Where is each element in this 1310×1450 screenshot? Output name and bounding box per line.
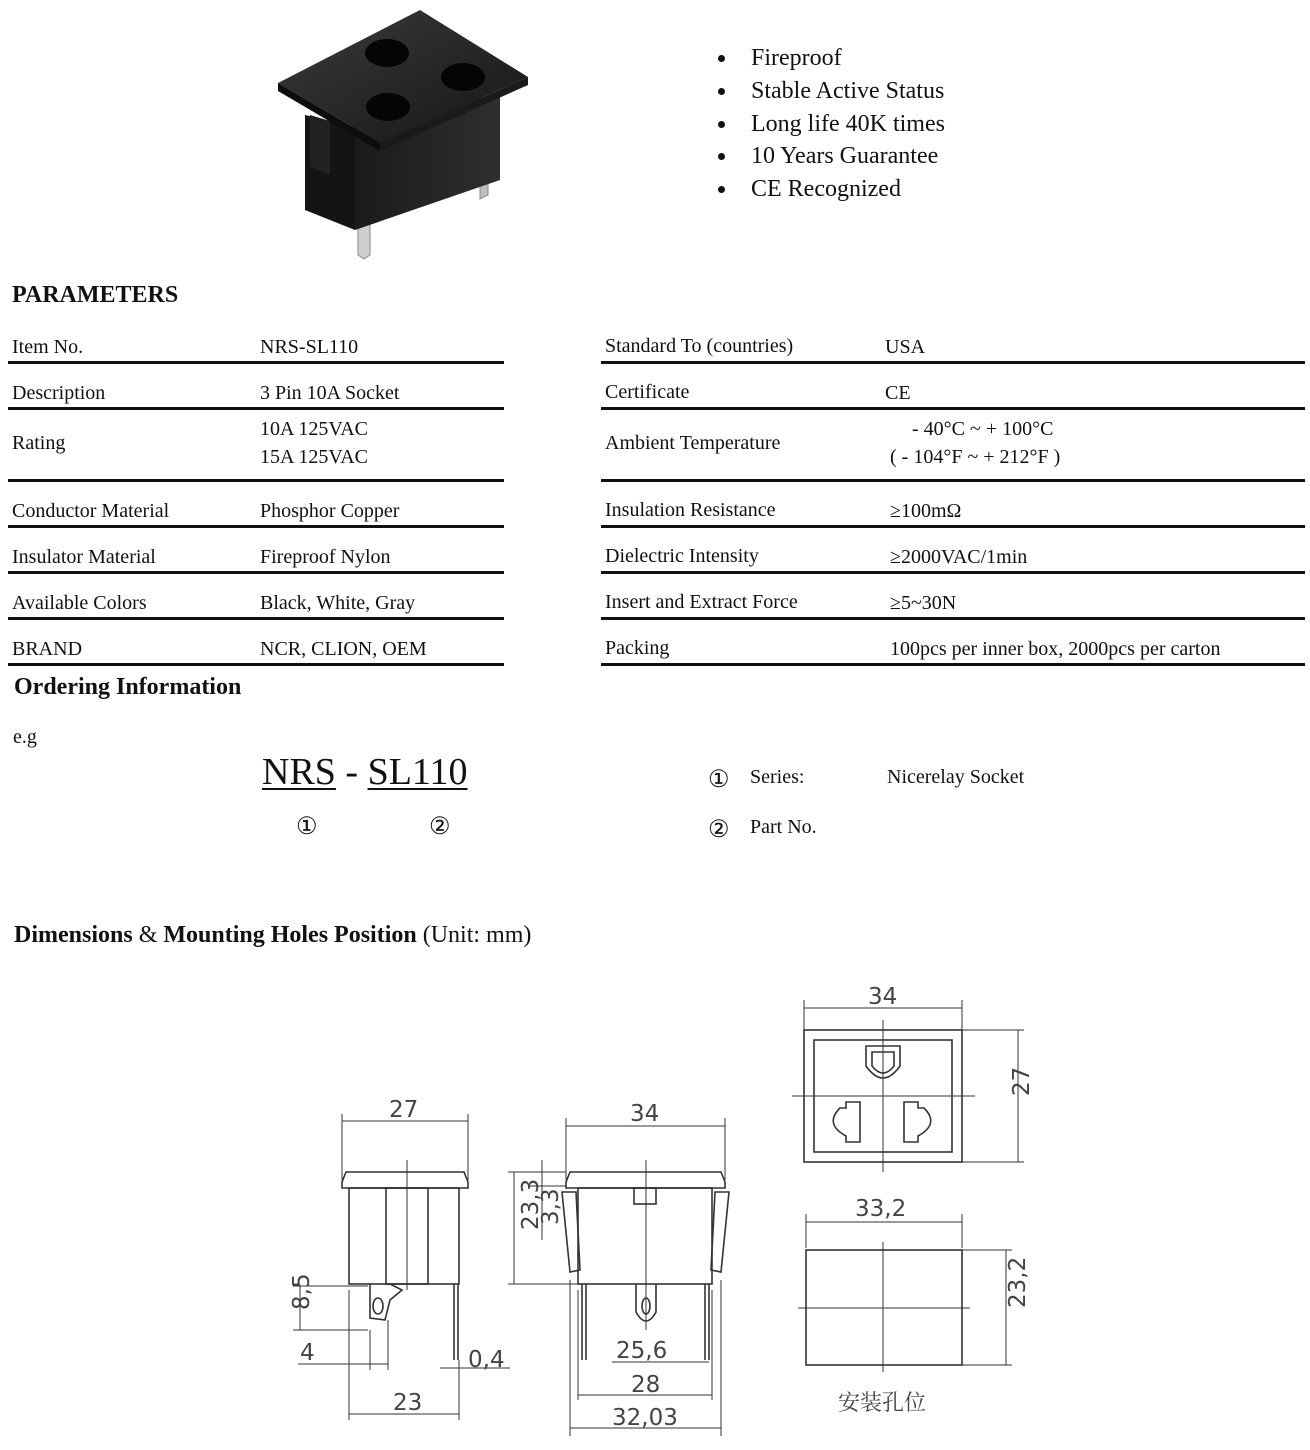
example-label: e.g: [13, 726, 37, 748]
param-row-conductor: [8, 494, 504, 528]
param-value: CE: [885, 382, 911, 404]
legend-marker-2: ②: [708, 817, 730, 843]
param-label: Insulation Resistance: [605, 499, 776, 521]
dimension-drawing: [0, 975, 1310, 1445]
feature-item: Fireproof: [715, 42, 945, 75]
param-row-rating: [8, 412, 504, 482]
param-label: Description: [12, 382, 106, 404]
param-label: Standard To (countries): [605, 335, 794, 357]
feature-item: CE Recognized: [715, 173, 945, 206]
dim-title-2: Mounting Holes Position: [163, 922, 417, 948]
feature-list: [715, 42, 945, 206]
param-value-2: 15A 125VAC: [260, 446, 368, 468]
param-value: NRS-SL110: [260, 336, 359, 358]
param-label: Item No.: [12, 336, 84, 358]
feature-item: 10 Years Guarantee: [715, 140, 945, 173]
param-value: Phosphor Copper: [260, 500, 400, 522]
dim-front-w3: 32,03: [612, 1405, 678, 1431]
param-label: BRAND: [12, 638, 83, 660]
param-row-temperature: [601, 412, 1305, 482]
product-photo: [270, 5, 535, 265]
param-label: Insert and Extract Force: [605, 591, 798, 613]
param-label: Packing: [605, 637, 670, 659]
front-view: [508, 1118, 729, 1436]
param-value: 100pcs per inner box, 2000pcs per carton: [890, 638, 1221, 660]
legend-label-part: Part No.: [750, 816, 817, 838]
param-value: ≥100mΩ: [890, 500, 962, 522]
order-code: [262, 750, 468, 794]
cutout-view: [798, 1214, 1012, 1372]
param-row-certificate: [601, 376, 1305, 410]
dim-side-t: 0,4: [468, 1347, 505, 1373]
param-row-insulation: [601, 494, 1305, 528]
param-value: USA: [885, 336, 926, 358]
code-part-series: NRS: [262, 751, 336, 793]
param-label: Certificate: [605, 381, 690, 403]
param-value: - 40°C ~ + 100°C: [912, 418, 1054, 440]
dim-side-h1: 8,5: [289, 1273, 315, 1310]
ordering-heading: Ordering Information: [14, 674, 242, 700]
param-value-2: ( - 104°F ~ + 212°F ): [890, 446, 1061, 468]
param-row-brand: [8, 632, 504, 666]
dim-unit: (Unit: mm): [416, 922, 532, 948]
param-value: Fireproof Nylon: [260, 546, 391, 568]
dimensions-heading: [14, 922, 531, 949]
dim-front-flange: 3,3: [538, 1188, 564, 1225]
param-label: Rating: [12, 432, 66, 454]
param-row-colors: [8, 586, 504, 620]
param-row-force: [601, 586, 1305, 620]
cutout-label: 安装孔位: [838, 1391, 927, 1416]
param-row-dielectric: [601, 540, 1305, 574]
param-value: ≥5~30N: [890, 592, 957, 614]
dim-side-width: 27: [389, 1097, 419, 1123]
dim-top-height: 27: [1009, 1066, 1035, 1096]
param-label: Conductor Material: [12, 500, 170, 522]
param-row-item-no: [8, 330, 504, 364]
dim-amp: &: [132, 922, 164, 948]
param-value: 3 Pin 10A Socket: [260, 382, 400, 404]
marker-2: ②: [429, 814, 451, 840]
feature-item: Long life 40K times: [715, 108, 945, 141]
marker-1: ①: [296, 814, 318, 840]
feature-item: Stable Active Status: [715, 75, 945, 108]
param-row-standard: [601, 330, 1305, 364]
dim-front-height: 23,3: [518, 1178, 544, 1230]
param-label: Available Colors: [12, 592, 147, 614]
param-label: Insulator Material: [12, 546, 156, 568]
dim-cutout-width: 33,2: [855, 1196, 907, 1222]
param-label: Ambient Temperature: [605, 432, 781, 454]
parameters-heading: PARAMETERS: [12, 282, 179, 308]
legend-marker-1: ①: [708, 767, 730, 793]
code-part-number: SL110: [367, 751, 468, 793]
param-row-packing: [601, 632, 1305, 666]
param-value: Black, White, Gray: [260, 592, 416, 614]
dim-front-width: 34: [630, 1101, 660, 1127]
dim-top-width: 34: [868, 984, 898, 1010]
top-view: [792, 1000, 1024, 1172]
legend-label-series: Series:: [750, 766, 805, 788]
dim-front-w2: 28: [631, 1372, 661, 1398]
param-value: NCR, CLION, OEM: [260, 638, 427, 660]
param-row-description: [8, 376, 504, 410]
legend-value-series: Nicerelay Socket: [887, 766, 1025, 788]
param-value: ≥2000VAC/1min: [890, 546, 1028, 568]
dim-cutout-height: 23,2: [1005, 1256, 1031, 1308]
code-separator: -: [335, 751, 368, 793]
dim-front-w1: 25,6: [616, 1338, 668, 1364]
param-value: 10A 125VAC: [260, 418, 368, 440]
param-label: Dielectric Intensity: [605, 545, 759, 567]
dim-side-h2: 4: [300, 1340, 315, 1366]
dim-title-1: Dimensions: [14, 922, 133, 948]
side-view: [293, 1114, 510, 1420]
param-row-insulator: [8, 540, 504, 574]
dim-side-base: 23: [393, 1390, 423, 1416]
